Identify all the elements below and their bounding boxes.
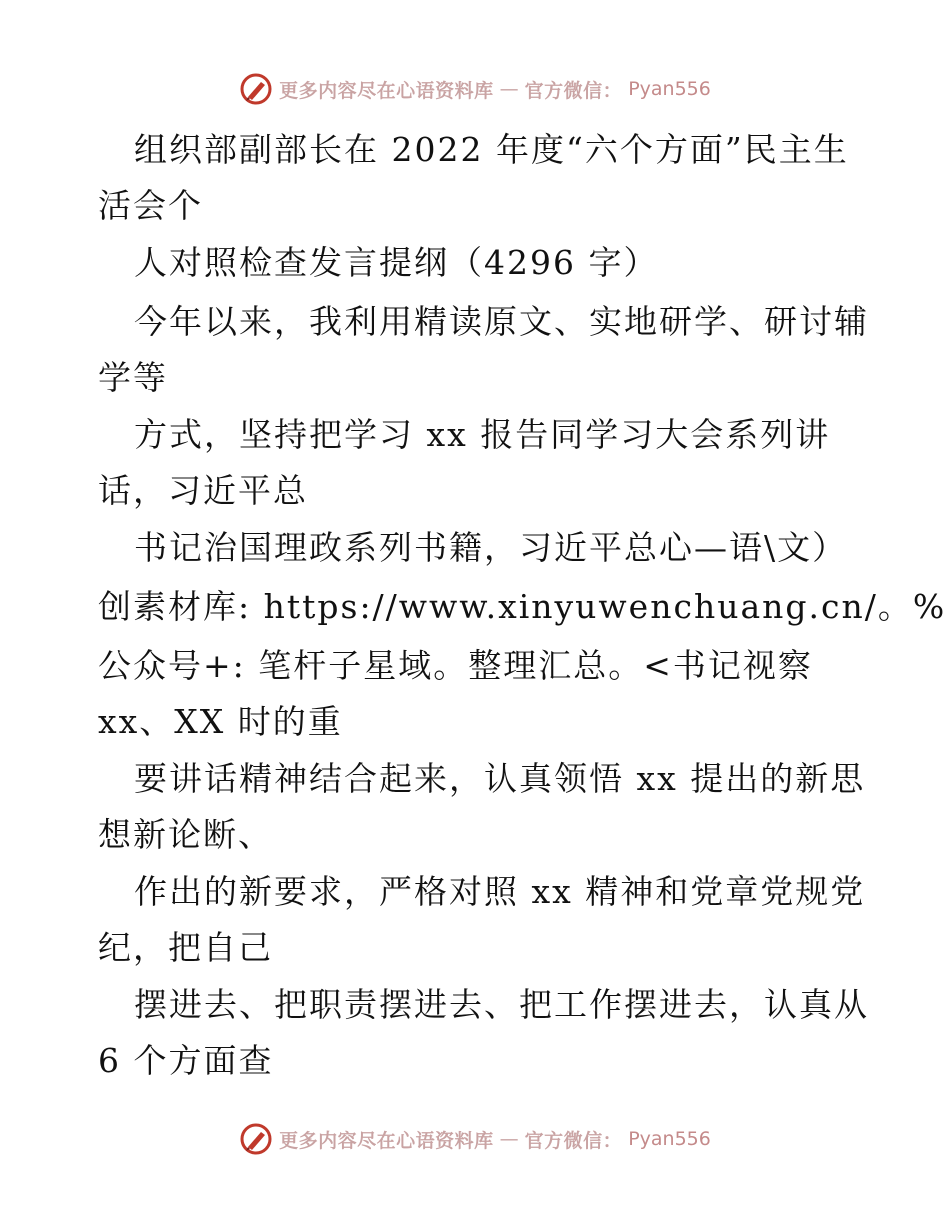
text-line: 人对照检查发言提纲（4296 字） (134, 243, 659, 282)
text-line: xx、XX 时的重 (98, 702, 343, 741)
footer-watermark (0, 1122, 950, 1156)
text-line: 想新论断、 (98, 815, 273, 854)
pen-logo-icon (239, 72, 273, 106)
watermark-dash: — (499, 1128, 519, 1150)
pen-logo-icon (239, 1122, 273, 1156)
text-line: 学等 (98, 358, 168, 397)
text-line: 话，习近平总 (98, 471, 308, 510)
text-line: 6 个方面查 (98, 1041, 274, 1080)
watermark-account-label: 官方微信： (524, 1129, 623, 1152)
text-line: 作出的新要求，严格对照 xx 精神和党章党规党 (134, 872, 866, 911)
text-line: 方式，坚持把学习 xx 报告同学习大会系列讲 (134, 415, 831, 454)
watermark-account: Pyan556 (628, 78, 711, 100)
watermark-dash: — (499, 78, 519, 100)
text-line: 书记治国理政系列书籍，习近平总心—语\文） (134, 528, 848, 567)
text-line: 要讲话精神结合起来，认真领悟 xx 提出的新思 (134, 759, 866, 798)
header-watermark (0, 72, 950, 106)
document-body (98, 120, 947, 1088)
text-line: 公众号+: 笔杆子星域。整理汇总。<书记视察 (98, 646, 813, 685)
text-line: 创素材库: https://www.xinyuwenchuang.cn/。% (98, 587, 947, 626)
watermark-account-label: 官方微信： (524, 79, 623, 102)
text-line: 组织部副部长在 2022 年度“六个方面”民主生 (134, 130, 849, 169)
watermark-text: 更多内容尽在心语资料库 (279, 1129, 494, 1152)
text-line: 活会个 (98, 186, 203, 225)
text-line: 摆进去、把职责摆进去、把工作摆进去，认真从 (134, 985, 869, 1024)
watermark-account: Pyan556 (628, 1128, 711, 1150)
watermark-text: 更多内容尽在心语资料库 (279, 79, 494, 102)
text-line: 今年以来，我利用精读原文、实地研学、研讨辅 (134, 302, 869, 341)
text-line: 纪，把自己 (98, 928, 273, 967)
